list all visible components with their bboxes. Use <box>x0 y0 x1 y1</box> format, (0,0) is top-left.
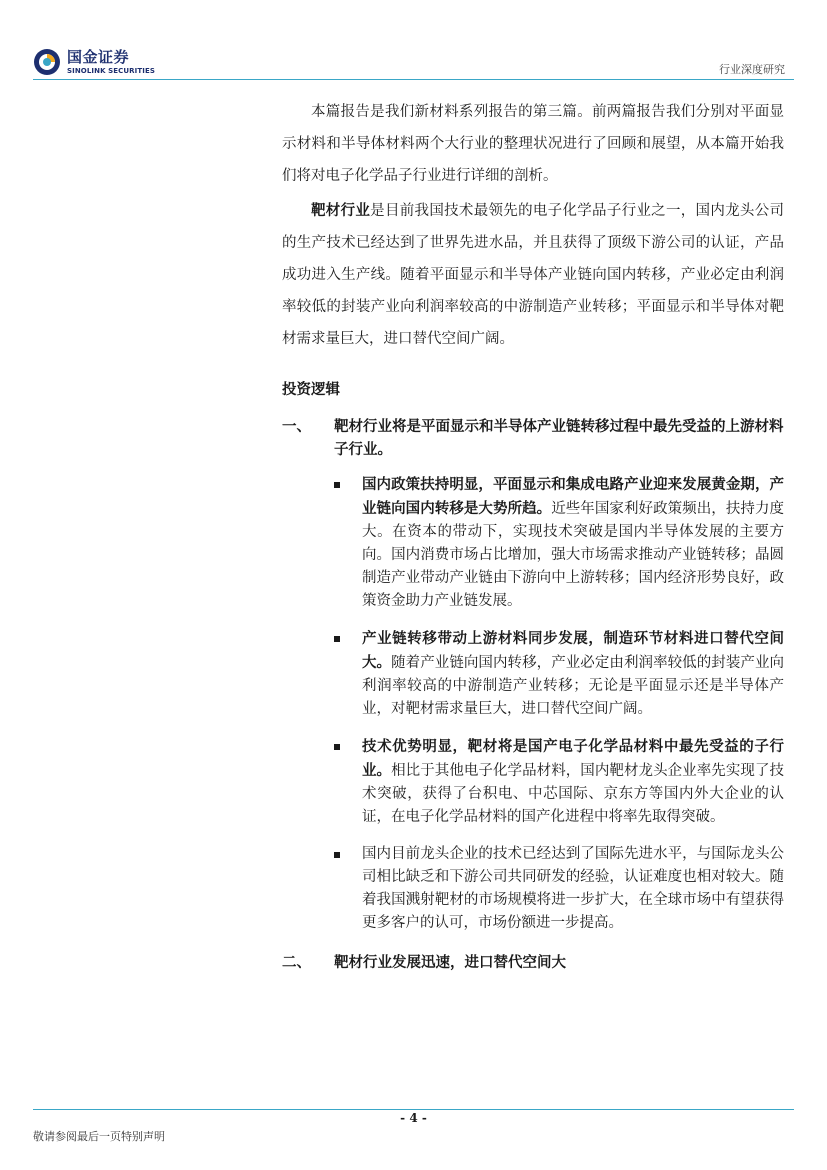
list-item <box>282 627 784 721</box>
bullet-text: 随着产业链向国内转移，产业必定由利润率较低的封装产业向利润率较高的中游制造产业转移；无论是平面显示还是半导体产业，对靶材需求量巨大，进口替代空间广阔。 <box>362 655 784 717</box>
logic-point-2-text: 靶材行业发展迅速，进口替代空间大 <box>334 954 566 971</box>
logic-point-1-bullets <box>282 473 784 935</box>
page-number: - 4 - <box>400 1111 427 1125</box>
footer-divider <box>33 1109 794 1110</box>
report-type-label: 行业深度研究 <box>719 63 785 76</box>
page-header <box>0 0 827 90</box>
bullet-text: 国内目前龙头企业的技术已经达到了国际先进水平，与国际龙头公司相比缺乏和下游公司共同研发的经验，认证难度也相对较大。随着我国溅射靶材的市场规模将进一步扩大，在全球市场中有望获得更多客户的认可，市场份额进一步提高。 <box>362 846 784 931</box>
logo-english-name: SINOLINK SECURITIES <box>67 67 155 75</box>
logic-point-1-text: 靶材行业将是平面显示和半导体产业链转移过程中最先受益的上游材料子行业。 <box>334 418 784 458</box>
investment-logic-heading: 投资逻辑 <box>282 381 340 398</box>
bullet-text: 近些年国家利好政策频出，扶持力度大。在资本的带动下，实现技术突破是国内半导体发展的主要方向。国内消费市场占比增加，强大市场需求推动产业链转移；晶圆制造产业带动产业链由下游向中上游转移；国内经济形势良好，政策资金助力产业链发展。 <box>362 501 785 609</box>
list-item <box>282 473 784 613</box>
company-logo <box>33 46 163 80</box>
square-bullet-icon <box>334 482 340 488</box>
bullet-bold-lead: 产业链转移带动上游材料同步发展，制造环节材料进口替代空间大。 <box>362 630 784 671</box>
square-bullet-icon <box>334 744 340 750</box>
header-divider <box>33 79 794 80</box>
square-bullet-icon <box>334 852 340 858</box>
logo-chinese-name: 国金证券 <box>67 48 130 66</box>
disclaimer-note: 敬请参阅最后一页特别声明 <box>33 1130 165 1143</box>
bullet-bold-lead: 国内政策扶持明显，平面显示和集成电路产业迎来发展黄金期，产业链向国内转移是大势所趋。 <box>362 476 784 517</box>
square-bullet-icon <box>334 636 340 642</box>
target-industry-keyword: 靶材行业 <box>311 202 371 219</box>
sinolink-logo-icon <box>33 48 61 76</box>
logic-point-1 <box>282 415 784 461</box>
intro-paragraph-2-text: 是目前我国技术最领先的电子化学品子行业之一，国内龙头公司的生产技术已经达到了世界先进水品，并且获得了顶级下游公司的认证，产品成功进入生产线。随着平面显示和半导体产业链向国内转移，产业必定由利润率较低的封装产业向利润率较高的中游制造产业转移；平面显示和半导体对靶材需求量巨大，进口替代空间广阔。 <box>282 203 785 347</box>
intro-paragraph-1: 本篇报告是我们新材料系列报告的第三篇。前两篇报告我们分别对平面显示材料和半导体材料两个大行业的整理状况进行了回顾和展望，从本篇开始我们将对电子化学品子行业进行详细的剖析。 <box>282 104 784 184</box>
logic-point-1-number: 一、 <box>282 418 311 435</box>
main-content <box>282 96 784 974</box>
list-item <box>282 735 784 829</box>
list-item <box>282 843 784 935</box>
bullet-text: 相比于其他电子化学品材料，国内靶材龙头企业率先实现了技术突破，获得了台积电、中芯国际、京东方等国内外大企业的认证，在电子化学品材料的国产化进程中将率先取得突破。 <box>362 763 784 825</box>
logic-point-2 <box>282 951 784 974</box>
logic-point-2-number: 二、 <box>282 954 311 971</box>
bullet-bold-lead: 技术优势明显，靶材将是国产电子化学品材料中最先受益的子行业。 <box>362 738 784 779</box>
intro-paragraph-2 <box>282 195 784 355</box>
